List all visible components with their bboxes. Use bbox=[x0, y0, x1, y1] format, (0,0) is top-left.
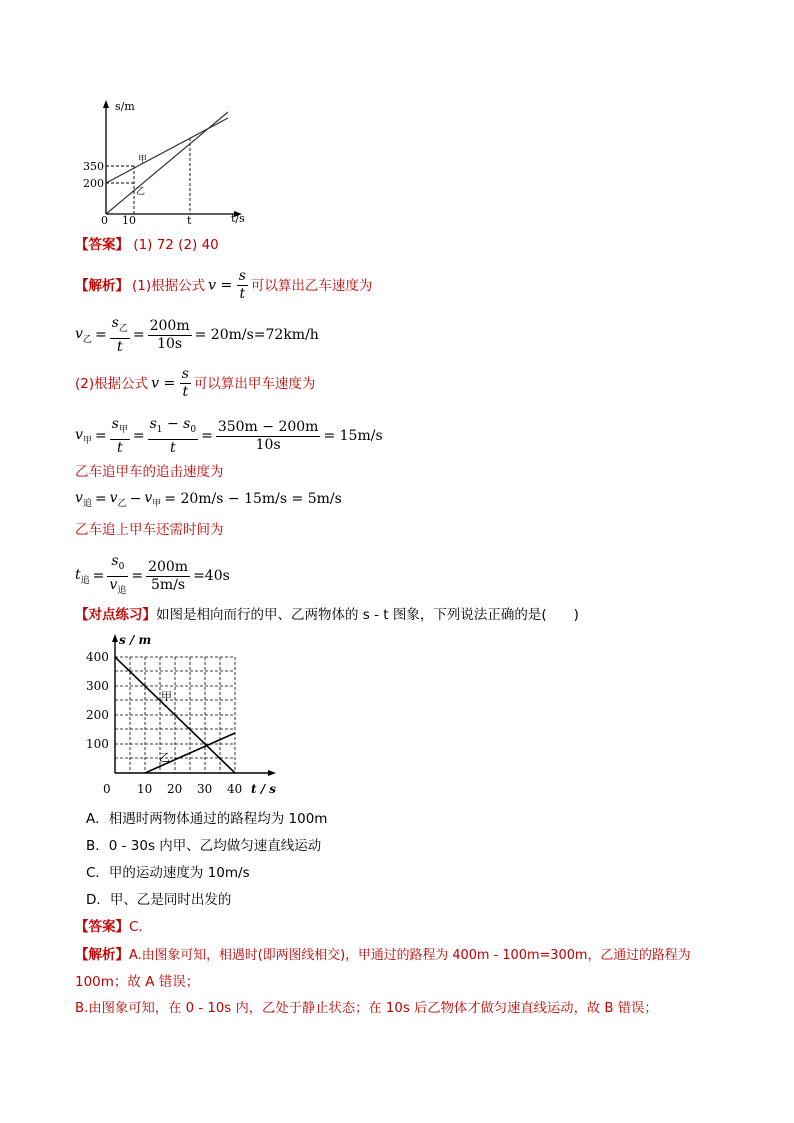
answer-2-text: C． bbox=[129, 919, 152, 935]
equation-4: $t_追$ = $\frac{s_0}{v_追}$ = $\frac{200m}{5m/s}$ =40s bbox=[75, 553, 230, 596]
equation-2: $v_甲$ = $\frac{s_甲}{t}$ = $\frac{s_1 - s_0}{t}$ = $\frac{350m - 200m}{10s}$ = 15m/s bbox=[75, 416, 383, 456]
eq2-result: = 15m/s bbox=[323, 428, 383, 445]
graph-1-xtick-0: 0 bbox=[101, 214, 108, 226]
eq2-sub-s: 甲 bbox=[118, 424, 128, 435]
eq4-sub-v: 追 bbox=[117, 585, 127, 596]
eq1-result: = 20m/s=72km/h bbox=[194, 327, 319, 344]
graph-2-y-label: s / m bbox=[119, 633, 152, 647]
eq4-num: 200m bbox=[148, 558, 189, 575]
eq2-sub-v: 甲 bbox=[82, 435, 92, 446]
eq3-sub-jia: 甲 bbox=[152, 498, 162, 509]
analysis-2-label: 【解析】 bbox=[75, 947, 129, 963]
eq3-sub-chase: 追 bbox=[82, 498, 92, 509]
graph-2-xtick-20: 20 bbox=[167, 782, 183, 796]
analysis-1-label: 【解析】 bbox=[75, 277, 129, 294]
graph-1-y-label: s/m bbox=[115, 100, 135, 113]
practice-question bbox=[75, 606, 579, 624]
answer-2-label: 【答案】 bbox=[75, 919, 129, 935]
graph-1-xtick-t: t bbox=[187, 214, 192, 226]
graph-2-xtick-10: 10 bbox=[137, 782, 153, 796]
analysis-1-para-2 bbox=[75, 366, 315, 401]
eq2-den: 10s bbox=[255, 436, 281, 453]
eq1-sub-s: 乙 bbox=[118, 323, 128, 334]
analysis-2-line-2: 100m；故 A 错误； bbox=[75, 974, 200, 990]
analysis-2-line-1 bbox=[75, 946, 691, 965]
graph-2-xtick-40: 40 bbox=[227, 782, 243, 796]
graph-2-x-label: t / s bbox=[251, 782, 277, 796]
answer-1-text: (1) 72 (2) 40 bbox=[133, 237, 219, 253]
graph-2-label-yi: 乙 bbox=[159, 751, 170, 764]
graph-1-ytick-200: 200 bbox=[83, 177, 104, 190]
graph-1-line-yi bbox=[106, 112, 228, 214]
practice-question-text: 如图是相向而行的甲、乙两物体的 s - t 图象，下列说法正确的是( ) bbox=[156, 607, 579, 623]
analysis-1-p1-prefix: (1)根据公式 bbox=[132, 277, 206, 294]
analysis-2-line-1-text: A.由图象可知，相遇时(即两图线相交)，甲通过的路程为 400m - 100m=300m，乙通过的路程为 bbox=[129, 948, 691, 963]
graph-2-x-arrow bbox=[268, 770, 276, 776]
graph-1-x-label: t/s bbox=[231, 212, 245, 225]
option-b[interactable]: B．0 - 30s 内甲、乙均做匀速直线运动 bbox=[86, 838, 322, 854]
eq3-result: = 20m/s − 15m/s = 5m/s bbox=[164, 491, 342, 508]
option-a[interactable]: A．相遇时两物体通过的路程均为 100m bbox=[86, 811, 328, 827]
answer-1 bbox=[75, 236, 219, 254]
option-d[interactable]: D．甲、乙是同时出发的 bbox=[86, 892, 232, 908]
graph-1-label-yi: 乙 bbox=[136, 187, 146, 197]
graph-2 bbox=[83, 630, 283, 798]
eq4-sub-t: 追 bbox=[80, 575, 90, 586]
formula-v-st-1: v = $\frac{s}{t}$ bbox=[208, 268, 246, 302]
equation-3: $v_追$ = $v_乙$ − $v_甲$ = 20m/s − 15m/s = 5m/s bbox=[75, 490, 342, 509]
answer-1-label: 【答案】 bbox=[75, 237, 129, 253]
graph-1-xtick-10: 10 bbox=[122, 214, 136, 226]
option-c[interactable]: C．甲的运动速度为 10m/s bbox=[86, 865, 250, 881]
analysis-1-para-4: 乙车追上甲车还需时间为 bbox=[75, 522, 224, 538]
graph-2-y-arrow bbox=[112, 634, 118, 642]
graph-2-ytick-200: 200 bbox=[86, 708, 109, 722]
analysis-1-p2-suffix: 可以算出甲车速度为 bbox=[193, 375, 316, 392]
analysis-2-line-3: B.由图象可知，在 0 - 10s 内，乙处于静止状态；在 10s 后乙物体才做匀速直线运动，故 B 错误； bbox=[75, 1001, 658, 1016]
eq4-den: 5m/s bbox=[151, 576, 186, 593]
formula-v-st-2: v = $\frac{s}{t}$ bbox=[151, 366, 189, 400]
graph-2-ytick-100: 100 bbox=[86, 737, 109, 751]
eq1-num: 200m bbox=[149, 317, 190, 334]
graph-1-y-arrow bbox=[103, 100, 109, 108]
graph-2-ytick-300: 300 bbox=[86, 679, 109, 693]
graph-2-ytick-400: 400 bbox=[86, 650, 109, 664]
analysis-1-para-1 bbox=[75, 268, 372, 303]
graph-1 bbox=[78, 96, 268, 226]
eq4-result: =40s bbox=[193, 568, 230, 585]
eq1-den: 10s bbox=[157, 335, 183, 352]
analysis-1-p1-suffix: 可以算出乙车速度为 bbox=[250, 277, 373, 294]
analysis-1-p2-prefix: (2)根据公式 bbox=[75, 375, 149, 392]
equation-1: $v_乙$ = $\frac{s_乙}{t}$ = $\frac{200m}{10s}$ = 20m/s=72km/h bbox=[75, 315, 319, 355]
analysis-1-para-3: 乙车追甲车的追击速度为 bbox=[75, 464, 224, 480]
graph-1-label-jia: 甲 bbox=[138, 155, 148, 165]
eq1-sub-v: 乙 bbox=[82, 334, 92, 345]
graph-2-label-jia: 甲 bbox=[161, 690, 172, 703]
graph-1-ytick-350: 350 bbox=[83, 160, 104, 173]
eq3-sub-yi: 乙 bbox=[117, 498, 127, 509]
graph-2-xtick-0: 0 bbox=[103, 782, 111, 796]
answer-2 bbox=[75, 918, 152, 936]
graph-2-xtick-30: 30 bbox=[197, 782, 213, 796]
practice-label: 【对点练习】 bbox=[75, 607, 156, 623]
eq2-num: 350m − 200m bbox=[217, 418, 319, 435]
